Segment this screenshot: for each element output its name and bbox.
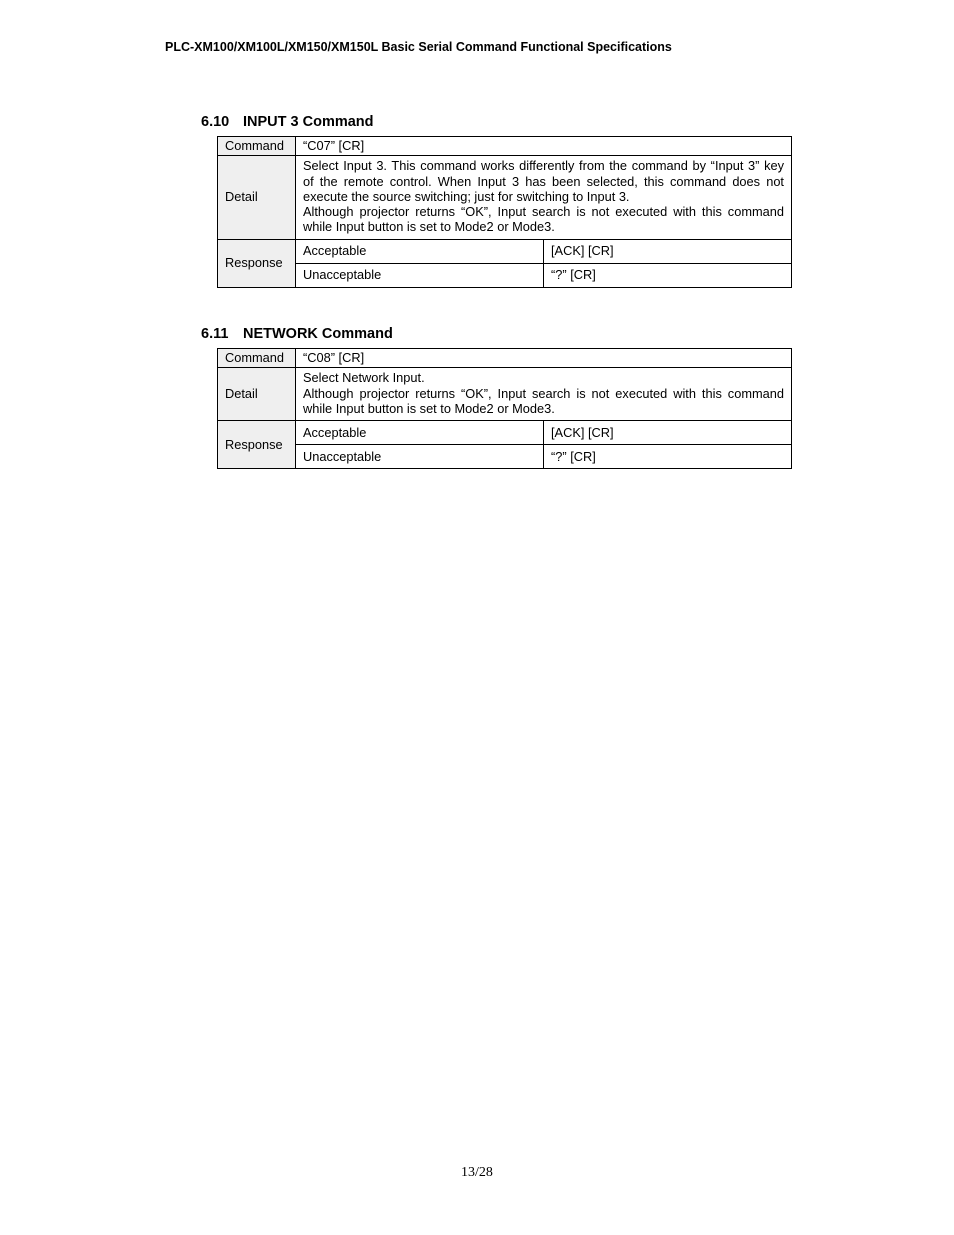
- detail-line: Although projector returns “OK”, Input search is not executed with this command while Input button is set to Mode2 or Mode3.: [303, 385, 784, 416]
- section-title: [201, 112, 793, 132]
- table-row-unacceptable: [218, 445, 792, 469]
- spec-table-input3: [217, 136, 792, 288]
- unacceptable-value: “?” [CR]: [544, 445, 792, 469]
- section-number: 6.10: [201, 114, 230, 130]
- command-value: “C07” [CR]: [296, 137, 792, 156]
- table-row-detail: [218, 368, 792, 421]
- response-label: Response: [218, 239, 296, 287]
- response-label: Response: [218, 421, 296, 469]
- page-number: 13/28: [461, 1165, 493, 1180]
- section-number: 6.11: [201, 326, 229, 342]
- table-row-command: [218, 349, 792, 368]
- section-network: [201, 324, 793, 469]
- unacceptable-value: “?” [CR]: [544, 263, 792, 287]
- detail-label: Detail: [218, 368, 296, 421]
- detail-value: [296, 368, 792, 421]
- section-title: [201, 324, 793, 344]
- detail-line: Select Input 3. This command works differently from the command by “Input 3” key of the remote control. When Input 3 has been selected, this command does not execute the source switching; just for switching to Input 3.: [303, 158, 784, 204]
- acceptable-value: [ACK] [CR]: [544, 421, 792, 445]
- command-label: Command: [218, 137, 296, 156]
- table-row-command: [218, 137, 792, 156]
- detail-line: Select Network Input.: [303, 370, 425, 386]
- command-value: “C08” [CR]: [296, 349, 792, 368]
- section-input3: [201, 112, 793, 288]
- detail-value: [296, 156, 792, 239]
- acceptable-label: Acceptable: [296, 239, 544, 263]
- spec-table-network: [217, 348, 792, 469]
- acceptable-value: [ACK] [CR]: [544, 239, 792, 263]
- detail-line: Although projector returns “OK”, Input search is not executed with this command while Input button is set to Mode2 or Mode3.: [303, 204, 784, 235]
- table-row-acceptable: [218, 239, 792, 263]
- section-heading: INPUT 3 Command: [243, 114, 374, 130]
- acceptable-label: Acceptable: [296, 421, 544, 445]
- unacceptable-label: Unacceptable: [296, 445, 544, 469]
- command-label: Command: [218, 349, 296, 368]
- unacceptable-label: Unacceptable: [296, 263, 544, 287]
- table-row-detail: [218, 156, 792, 239]
- document-header: PLC-XM100/XM100L/XM150/XM150L Basic Serial Command Functional Specifications: [165, 40, 672, 54]
- detail-label: Detail: [218, 156, 296, 239]
- table-row-unacceptable: [218, 263, 792, 287]
- table-row-acceptable: [218, 421, 792, 445]
- section-heading: NETWORK Command: [243, 326, 393, 342]
